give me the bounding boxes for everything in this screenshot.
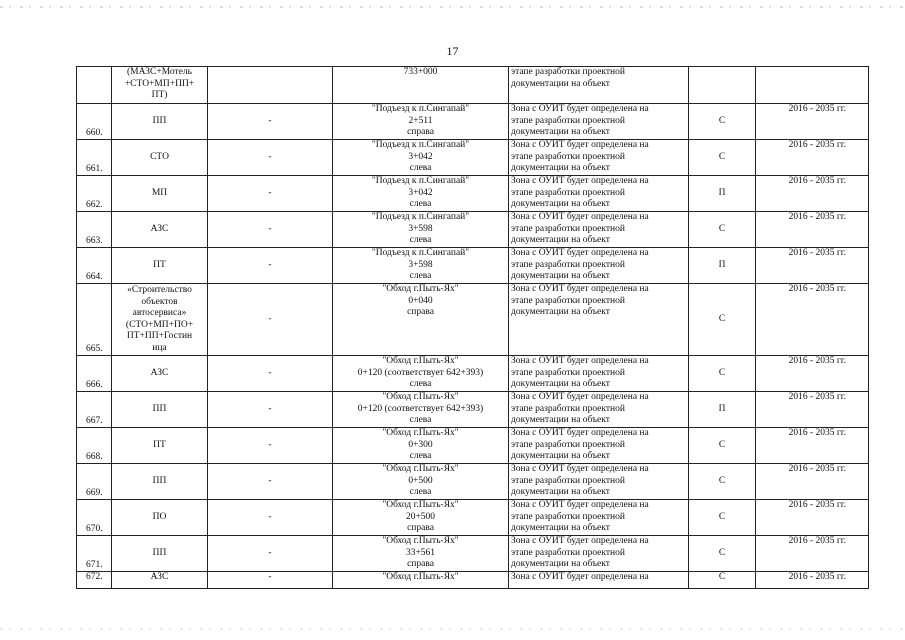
category-cell: С	[689, 536, 756, 572]
table-row	[77, 176, 869, 212]
period-cell: 2016 - 2035 гг.	[756, 104, 869, 140]
zone-line: документации на объект	[511, 163, 610, 173]
name-line: ПТ)	[151, 90, 168, 100]
dash-cell: -	[208, 212, 333, 248]
number-cell: 669.	[77, 464, 112, 500]
zone-line: документации на объект	[511, 451, 610, 461]
name-line: ПТ	[153, 439, 166, 450]
location-line: "Обход г.Пыть-Ях"	[382, 428, 459, 438]
table-row	[77, 248, 869, 284]
zone-line: этапе разработки проектной	[511, 151, 625, 162]
zone-cell	[509, 284, 689, 356]
name-line: автосервиса»	[132, 308, 187, 318]
table-row	[77, 140, 869, 176]
zone-line: Зона с ОУИТ будет определена на	[511, 500, 649, 510]
zone-line: этапе разработки проектной	[511, 367, 625, 378]
name-line: «Строительство	[127, 285, 192, 295]
location-line: справа	[407, 307, 434, 317]
zone-line: этапе разработки проектной	[511, 439, 625, 450]
table-row	[77, 104, 869, 140]
number-cell: 667.	[77, 392, 112, 428]
period-cell: 2016 - 2035 гг.	[756, 572, 869, 589]
zone-cell	[509, 67, 689, 104]
dash-cell: -	[208, 464, 333, 500]
location-cell	[333, 67, 509, 104]
location-line: слева	[409, 235, 432, 245]
zone-line: Зона с ОУИТ будет определена на	[511, 428, 649, 438]
zone-cell	[509, 428, 689, 464]
zone-cell	[509, 500, 689, 536]
location-line: "Обход г.Пыть-Ях"	[382, 464, 459, 474]
name-line: ПО	[152, 511, 167, 522]
zone-cell	[509, 104, 689, 140]
zone-line: Зона с ОУИТ будет определена на	[511, 464, 649, 474]
period-cell: 2016 - 2035 гг.	[756, 464, 869, 500]
dash-cell	[208, 67, 333, 104]
dash-cell: -	[208, 140, 333, 176]
location-cell	[333, 536, 509, 572]
table-row	[77, 572, 869, 589]
location-line: "Обход г.Пыть-Ях"	[382, 572, 459, 582]
location-cell	[333, 140, 509, 176]
number-cell: 665.	[77, 284, 112, 356]
location-line: слева	[409, 487, 432, 497]
zone-line: этапе разработки проектной	[511, 115, 625, 126]
period-cell: 2016 - 2035 гг.	[756, 176, 869, 212]
location-cell	[333, 212, 509, 248]
name-line: ПП	[152, 547, 167, 558]
table-row	[77, 500, 869, 536]
period-cell: 2016 - 2035 гг.	[756, 500, 869, 536]
location-line: 0+120 (соответствует 642+393)	[357, 403, 484, 414]
name-line: МП	[151, 187, 168, 198]
category-cell	[689, 67, 756, 104]
zone-line: документации на объект	[511, 127, 610, 137]
location-line: 3+598	[408, 259, 433, 270]
name-cell	[112, 428, 208, 464]
number-cell: 662.	[77, 176, 112, 212]
period-cell: 2016 - 2035 гг.	[756, 536, 869, 572]
zone-line: документации на объект	[511, 487, 610, 497]
table-row	[77, 536, 869, 572]
number-cell: 668.	[77, 428, 112, 464]
zone-line: этапе разработки проектной	[511, 187, 625, 198]
table-row	[77, 212, 869, 248]
zone-line: документации на объект	[511, 271, 610, 281]
name-cell	[112, 104, 208, 140]
zone-line: этапе разработки проектной	[511, 295, 625, 306]
name-cell	[112, 212, 208, 248]
zone-cell	[509, 536, 689, 572]
period-cell: 2016 - 2035 гг.	[756, 356, 869, 392]
location-line: 3+042	[408, 151, 433, 162]
zone-line: этапе разработки проектной	[511, 475, 625, 486]
dash-cell: -	[208, 248, 333, 284]
location-cell	[333, 464, 509, 500]
zone-cell	[509, 176, 689, 212]
category-cell: С	[689, 464, 756, 500]
name-line: +СТО+МП+ПП+	[124, 78, 195, 89]
location-line: 20+500	[405, 511, 436, 522]
zone-line: этапе разработки проектной	[511, 259, 625, 270]
name-line: ица	[152, 342, 167, 353]
zone-line: документации на объект	[511, 415, 610, 425]
zone-line: Зона с ОУИТ будет определена на	[511, 248, 649, 258]
location-line: 3+598	[408, 223, 433, 234]
period-cell: 2016 - 2035 гг.	[756, 140, 869, 176]
location-line: "Обход г.Пыть-Ях"	[382, 392, 459, 402]
name-cell	[112, 500, 208, 536]
zone-line: документации на объект	[511, 559, 610, 569]
category-cell: П	[689, 176, 756, 212]
number-cell: 660.	[77, 104, 112, 140]
table-row	[77, 356, 869, 392]
location-cell	[333, 284, 509, 356]
location-line: "Подъезд к п.Сингапай"	[371, 248, 470, 258]
location-line: 3+042	[408, 187, 433, 198]
name-cell	[112, 67, 208, 104]
location-line: 0+120 (соответствует 642+393)	[357, 367, 484, 378]
name-line: АЗС	[150, 223, 169, 234]
name-line: (МАЗС+Мотель	[127, 67, 192, 77]
zone-cell	[509, 356, 689, 392]
location-line: "Обход г.Пыть-Ях"	[382, 356, 459, 366]
dash-cell: -	[208, 356, 333, 392]
location-line: 2+511	[408, 115, 433, 126]
zone-line: Зона с ОУИТ будет определена на	[511, 572, 649, 582]
location-line: "Подъезд к п.Сингапай"	[371, 176, 470, 186]
category-cell: С	[689, 104, 756, 140]
location-line: "Обход г.Пыть-Ях"	[382, 500, 459, 510]
name-cell	[112, 248, 208, 284]
table-row-continuation	[77, 67, 869, 104]
location-line: "Обход г.Пыть-Ях"	[382, 536, 459, 546]
name-line: ПП	[152, 403, 167, 414]
location-cell	[333, 500, 509, 536]
period-cell: 2016 - 2035 гг.	[756, 392, 869, 428]
name-cell	[112, 356, 208, 392]
name-cell	[112, 464, 208, 500]
zone-line: Зона с ОУИТ будет определена на	[511, 284, 649, 294]
location-line: "Подъезд к п.Сингапай"	[371, 212, 470, 222]
dash-cell: -	[208, 284, 333, 356]
location-line: 33+561	[405, 547, 436, 558]
location-line: "Подъезд к п.Сингапай"	[371, 140, 470, 150]
number-cell: 670.	[77, 500, 112, 536]
location-line: справа	[407, 559, 434, 569]
zone-cell	[509, 572, 689, 589]
category-cell: С	[689, 140, 756, 176]
zone-line: Зона с ОУИТ будет определена на	[511, 176, 649, 186]
period-cell: 2016 - 2035 гг.	[756, 284, 869, 356]
zone-line: этапе разработки проектной	[511, 67, 625, 77]
category-cell: П	[689, 392, 756, 428]
location-line: слева	[409, 271, 432, 281]
location-line: 0+300	[408, 439, 433, 450]
location-cell	[333, 356, 509, 392]
category-cell: С	[689, 284, 756, 356]
name-cell	[112, 392, 208, 428]
location-cell	[333, 392, 509, 428]
zone-line: документации на объект	[511, 523, 610, 533]
location-cell	[333, 176, 509, 212]
name-line: СТО	[150, 151, 169, 162]
table-row	[77, 284, 869, 356]
category-cell: П	[689, 248, 756, 284]
location-line: слева	[409, 163, 432, 173]
location-line: "Обход г.Пыть-Ях"	[382, 284, 459, 294]
zone-line: Зона с ОУИТ будет определена на	[511, 212, 649, 222]
location-line: 0+040	[408, 295, 433, 306]
zone-line: Зона с ОУИТ будет определена на	[511, 140, 649, 150]
category-cell: С	[689, 356, 756, 392]
location-cell	[333, 104, 509, 140]
location-cell	[333, 248, 509, 284]
category-cell: С	[689, 212, 756, 248]
name-cell	[112, 176, 208, 212]
scan-artifact-top	[0, 6, 905, 8]
name-line: объектов	[141, 296, 178, 307]
zone-cell	[509, 140, 689, 176]
number-cell: 663.	[77, 212, 112, 248]
dash-cell: -	[208, 392, 333, 428]
zone-cell	[509, 212, 689, 248]
name-cell	[112, 284, 208, 356]
category-cell: С	[689, 572, 756, 589]
zone-cell	[509, 392, 689, 428]
table-row	[77, 392, 869, 428]
number-cell: 666.	[77, 356, 112, 392]
zone-line: Зона с ОУИТ будет определена на	[511, 104, 649, 114]
category-cell: С	[689, 428, 756, 464]
zone-line: Зона с ОУИТ будет определена на	[511, 536, 649, 546]
location-line: справа	[407, 523, 434, 533]
table-row	[77, 428, 869, 464]
number-cell: 672.	[77, 572, 112, 589]
period-cell: 2016 - 2035 гг.	[756, 212, 869, 248]
name-cell	[112, 536, 208, 572]
dash-cell: -	[208, 104, 333, 140]
period-cell	[756, 67, 869, 104]
zone-line: документации на объект	[511, 307, 610, 317]
zone-line: документации на объект	[511, 235, 610, 245]
location-line: слева	[409, 199, 432, 209]
location-line: справа	[407, 127, 434, 137]
category-cell: С	[689, 500, 756, 536]
name-line: АЗС	[150, 367, 169, 378]
table-body	[77, 67, 869, 589]
scan-artifact-bottom	[0, 628, 905, 630]
number-cell	[77, 67, 112, 104]
dash-cell: -	[208, 500, 333, 536]
location-line: слева	[409, 379, 432, 389]
zone-line: этапе разработки проектной	[511, 547, 625, 558]
dash-cell: -	[208, 176, 333, 212]
name-line: ПП	[152, 475, 167, 486]
zone-line: этапе разработки проектной	[511, 511, 625, 522]
zone-line: Зона с ОУИТ будет определена на	[511, 356, 649, 366]
location-line: 733+000	[403, 67, 438, 77]
location-line: слева	[409, 451, 432, 461]
objects-table	[76, 66, 869, 589]
zone-cell	[509, 248, 689, 284]
period-cell: 2016 - 2035 гг.	[756, 248, 869, 284]
name-line: (СТО+МП+ПО+	[125, 319, 194, 330]
name-line: ПТ	[153, 259, 166, 270]
location-line: слева	[409, 415, 432, 425]
zone-line: этапе разработки проектной	[511, 403, 625, 414]
number-cell: 664.	[77, 248, 112, 284]
number-cell: 671.	[77, 536, 112, 572]
period-cell: 2016 - 2035 гг.	[756, 428, 869, 464]
name-cell	[112, 572, 208, 589]
number-cell: 661.	[77, 140, 112, 176]
location-line: "Подъезд к п.Сингапай"	[371, 104, 470, 114]
zone-line: этапе разработки проектной	[511, 223, 625, 234]
zone-line: документации на объект	[511, 199, 610, 209]
dash-cell: -	[208, 428, 333, 464]
zone-cell	[509, 464, 689, 500]
location-cell	[333, 428, 509, 464]
dash-cell: -	[208, 572, 333, 589]
dash-cell: -	[208, 536, 333, 572]
name-line: АЗС	[150, 572, 169, 582]
name-line: ПТ+ПП+Гостин	[126, 331, 193, 341]
name-line: ПП	[152, 115, 167, 126]
table-row	[77, 464, 869, 500]
zone-line: Зона с ОУИТ будет определена на	[511, 392, 649, 402]
zone-line: документации на объект	[511, 379, 610, 389]
page-number: 17	[446, 44, 459, 58]
name-cell	[112, 140, 208, 176]
location-line: 0+500	[408, 475, 433, 486]
zone-line: документации на объект	[511, 78, 610, 89]
location-cell	[333, 572, 509, 589]
